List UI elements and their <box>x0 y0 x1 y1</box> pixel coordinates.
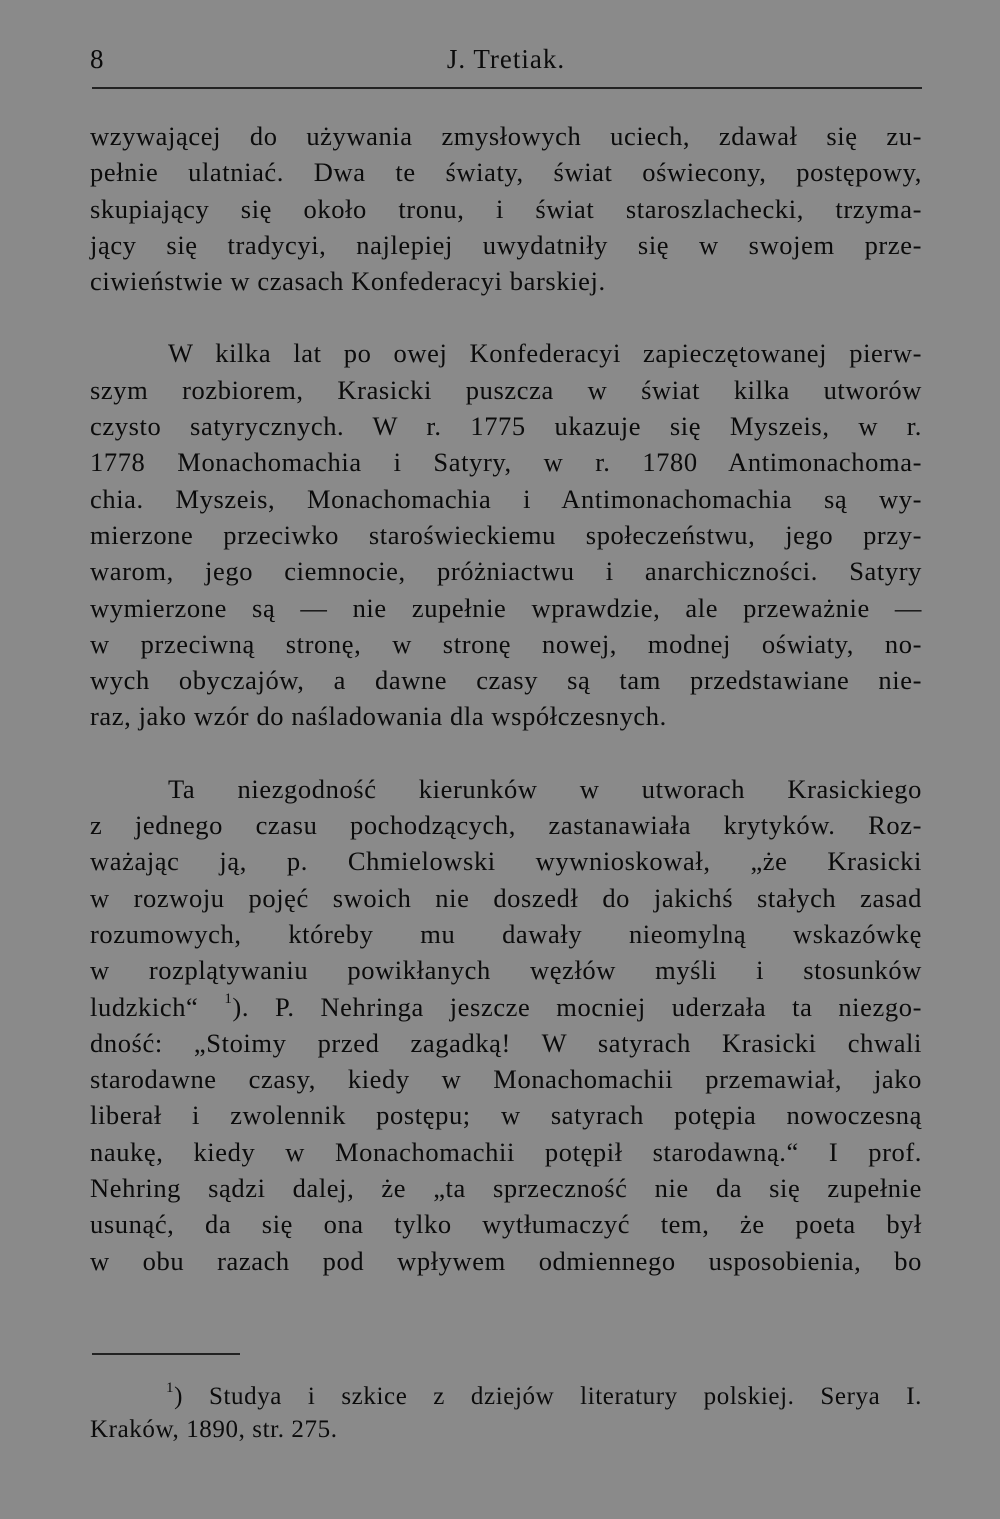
text-line-with-footnote <box>90 989 922 1025</box>
text-line: szym rozbiorem, Krasicki puszcza w świat kilka utworów <box>90 374 922 405</box>
paragraph-gap <box>90 299 922 335</box>
footnote-rule <box>92 1353 240 1355</box>
text-line: warom, jego ciemnocie, próżniactwu i anarchiczności. Satyry <box>90 556 922 587</box>
text-line: jący się tradycyi, najlepiej uwydatniły się w swojem prze- <box>90 229 922 260</box>
text-line: wymierzone są — nie zupełnie wprawdzie, ale przeważnie — <box>90 592 922 623</box>
running-head: J. Tretiak. <box>446 44 566 74</box>
text-line: Ta niezgodność kierunków w utworach Krasickiego <box>168 773 922 804</box>
text-line: czysto satyrycznych. W r. 1775 ukazuje się Myszeis, w r. <box>90 411 922 442</box>
text-line: ciwieństwie w czasach Konfederacyi barskiej. <box>90 266 606 297</box>
text-line: starodawne czasy, kiedy w Monachomachii przemawiał, jako <box>90 1064 922 1095</box>
text-line: mierzone przeciwko staroświeckiemu społeczeństwu, jego przy- <box>90 519 922 550</box>
text-line: W kilka lat po owej Konfederacyi zapieczętowanej pierw- <box>168 338 922 369</box>
text-line: w obu razach pod wpływem odmiennego usposobienia, bo <box>90 1245 922 1276</box>
text-line: naukę, kiedy w Monachomachii potępił starodawną.“ I prof. <box>90 1136 922 1167</box>
paragraph-gap <box>90 735 922 771</box>
text-line: usunąć, da się ona tylko wytłumaczyć tem, że poeta był <box>90 1209 922 1240</box>
text-line: skupiający się około tronu, i świat staroszlachecki, trzyma- <box>90 193 922 224</box>
text-line: dność: „Stoimy przed zagadką! W satyrach Krasicki chwali <box>90 1027 922 1058</box>
page-number: 8 <box>90 44 104 74</box>
footnote-text: ) Studya i szkice z dziejów literatury polskiej. Serya I. <box>174 1383 922 1410</box>
text-line: w przeciwną stronę, w stronę nowej, modnej oświaty, no- <box>90 628 922 659</box>
text-line: ważając ją, p. Chmielowski wywnioskował, „że Krasicki <box>90 846 922 877</box>
text-line: z jednego czasu pochodzących, zastanawiała krytyków. Roz- <box>90 810 922 841</box>
text-line: w rozwoju pojęć swoich nie doszedł do jakichś stałych zasad <box>90 882 922 913</box>
text-line: w rozplątywaniu powikłanych węzłów myśli i stosunków <box>90 955 922 986</box>
text-line: raz, jako wzór do naśladowania dla współczesnych. <box>90 701 667 732</box>
text-line: rozumowych, któreby mu dawały nieomylną wskazówkę <box>90 918 922 949</box>
text-line: 1778 Monachomachia i Satyry, w r. 1780 Antimonachoma- <box>90 447 922 478</box>
text-line: pełnie ulatniać. Dwa te światy, świat oświecony, postępowy, <box>90 157 922 188</box>
footnote-line: Kraków, 1890, str. 275. <box>90 1416 338 1443</box>
text-fragment: ludzkich“ <box>90 991 199 1022</box>
footnote <box>90 1380 922 1446</box>
footnote-line <box>90 1380 922 1413</box>
footnote-marker: 1 <box>166 1379 175 1396</box>
text-line: wych obyczajów, a dawne czasy są tam przedstawiane nie- <box>90 665 922 696</box>
page-header <box>90 44 922 84</box>
header-rule <box>92 87 922 89</box>
text-line: wzywającej do używania zmysłowych uciech, zdawał się zu- <box>90 121 922 151</box>
text-fragment: ). P. Nehringa jeszcze mocniej uderzała ta niezgo- <box>232 991 922 1022</box>
text-line: liberał i zwolennik postępu; w satyrach potępia nowoczesną <box>90 1100 922 1131</box>
text-line: chia. Myszeis, Monachomachia i Antimonachomachia są wy- <box>90 483 922 514</box>
footnote-reference: 1 <box>224 990 233 1007</box>
text-line: Nehring sądzi dalej, że „ta sprzeczność nie da się zupełnie <box>90 1173 922 1204</box>
body-text <box>90 118 922 1279</box>
